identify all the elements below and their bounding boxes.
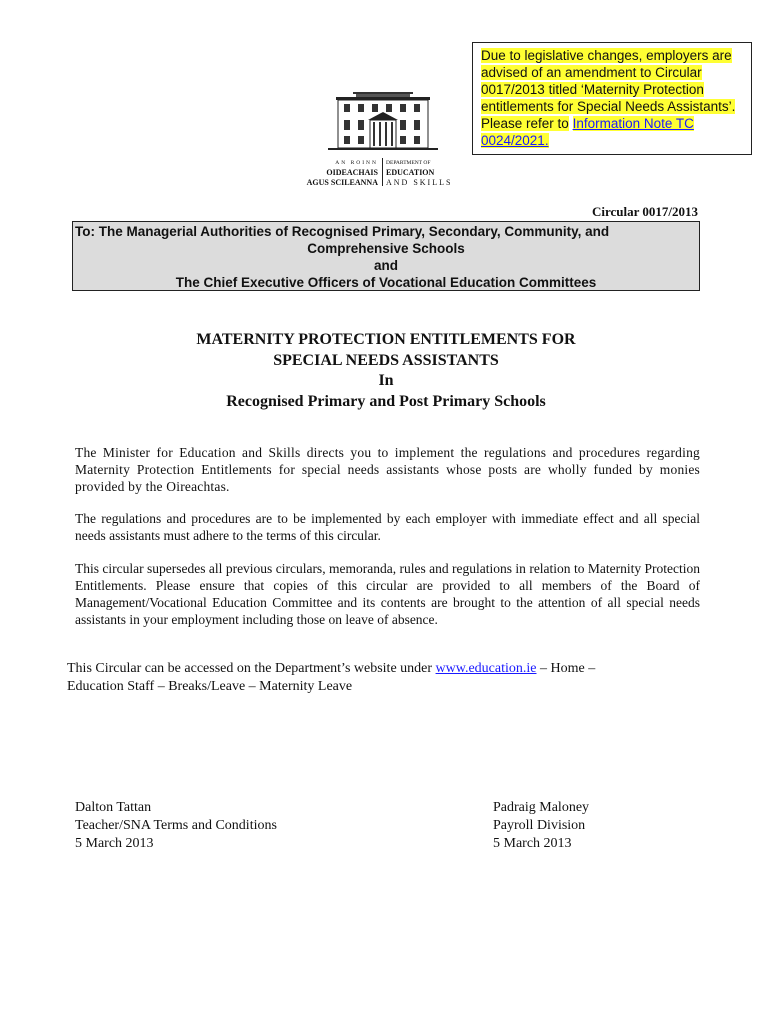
signature-date: 5 March 2013 bbox=[493, 836, 572, 851]
information-note-link[interactable]: Information Note TC 0024/2021. bbox=[481, 116, 694, 148]
amendment-notice-text: Due to legislative changes, employers are advised of an amendment to Circular 0017/2013 titled ‘Maternity Protection entitlements for Special Needs Assistants’. Please refer to bbox=[481, 48, 736, 131]
addressee-line-3: and bbox=[373, 258, 398, 273]
signatory-name: Dalton Tattan bbox=[75, 800, 152, 815]
signature-left bbox=[75, 799, 277, 853]
signature-date: 5 March 2013 bbox=[75, 836, 154, 851]
signatory-role: Teacher/SNA Terms and Conditions bbox=[75, 818, 277, 833]
addressee-line-1: To: The Managerial Authorities of Recognised Primary, Secondary, Community, and bbox=[75, 224, 610, 239]
addressee-line-4: The Chief Executive Officers of Vocational Education Committees bbox=[175, 275, 597, 290]
paragraph-minister-directs: The Minister for Education and Skills directs you to implement the regulations and procedures regarding Maternity Protection Entitlements for special needs assistants whose posts are wholly funded by monies provided by the Oireachtas. bbox=[75, 445, 700, 494]
logo-english-text: DEPARTMENT OF EDUCATION AND SKILLS bbox=[386, 160, 453, 187]
circular-number: Circular 0017/2013 bbox=[591, 204, 698, 219]
paragraph-supersedes: This circular supersedes all previous circulars, memoranda, rules and regulations in relation to Maternity Protection Entitlements. Please ensure that copies of this circular are provided to all members of the Board of Management/Vocational Education Committee and its contents are brought to the attention of all special needs assistants in your employment including those on leave of absence. bbox=[75, 561, 700, 627]
paragraph-implementation: The regulations and procedures are to be implemented by each employer with immediate effect and all special needs assistants must adhere to the terms of this circular. bbox=[75, 511, 700, 543]
signature-right bbox=[493, 799, 589, 853]
addressee-line-2: Comprehensive Schools bbox=[307, 241, 465, 256]
document-title: MATERNITY PROTECTION ENTITLEMENTS FOR SPECIAL NEEDS ASSISTANTS In Recognised Primary and Post Primary Schools bbox=[196, 331, 576, 410]
logo-irish-text: AN ROINN OIDEACHAIS AGUS SCILEANNA bbox=[306, 160, 378, 187]
website-access-note: This Circular can be accessed on the Department’s website under www.education.ie – Home – Education Staff – Breaks/Leave – Maternity Leave bbox=[67, 661, 596, 694]
department-logo bbox=[298, 90, 468, 190]
logo-divider bbox=[382, 158, 383, 186]
signatory-name: Padraig Maloney bbox=[493, 800, 590, 815]
signatory-role: Payroll Division bbox=[493, 818, 586, 833]
education-website-link[interactable]: www.education.ie bbox=[435, 661, 537, 676]
amendment-notice-box bbox=[472, 42, 752, 155]
addressee-box bbox=[72, 221, 700, 291]
government-building-icon bbox=[328, 90, 438, 152]
